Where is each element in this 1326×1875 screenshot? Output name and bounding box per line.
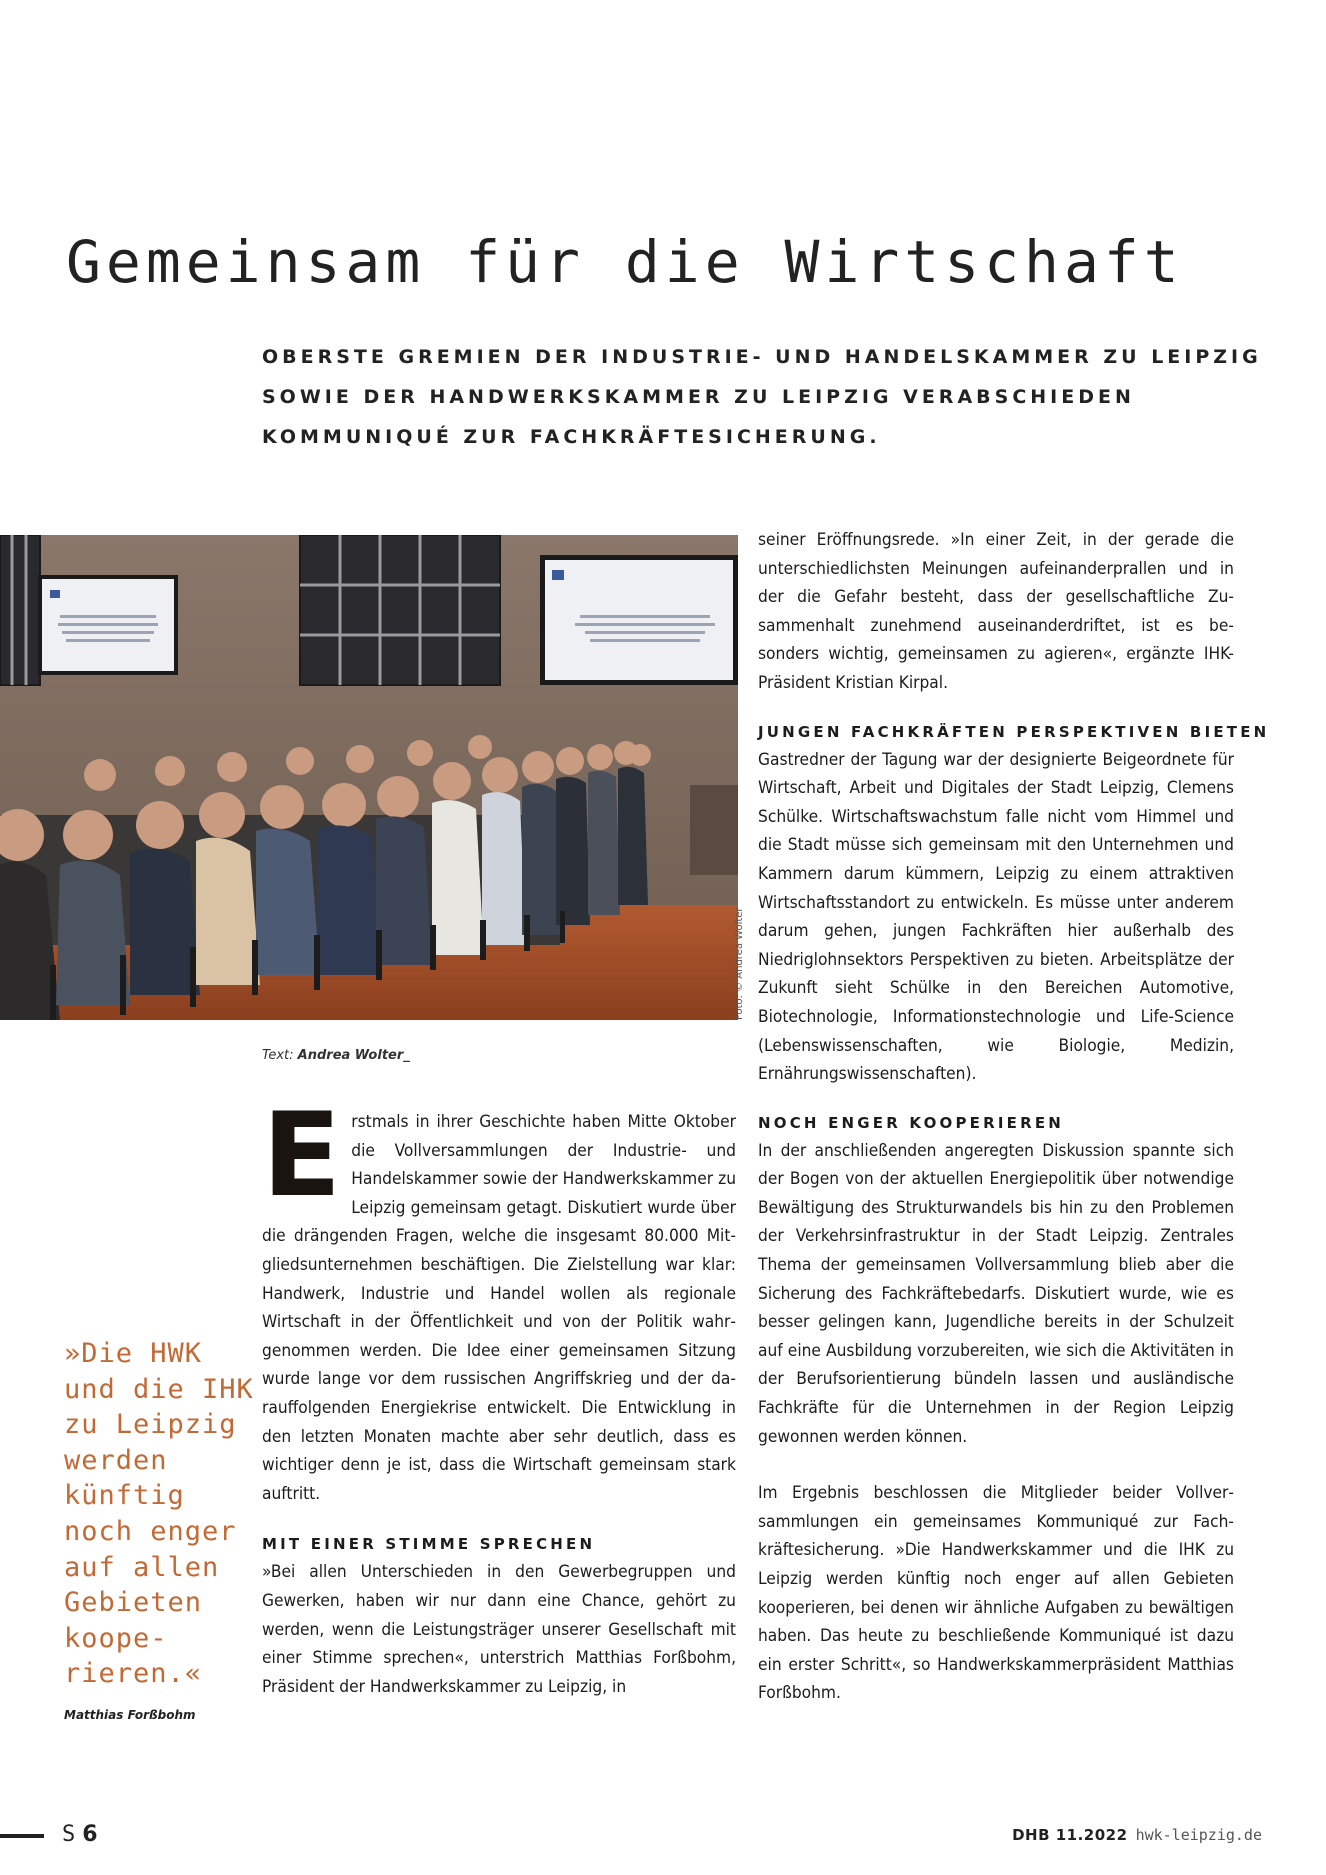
subtitle-line: KOMMUNIQUÉ ZUR FACHKRÄFTESICHERUNG.: [262, 426, 881, 448]
pull-quote-author: Matthias Forßbohm: [64, 1707, 196, 1722]
pull-quote: [64, 1336, 254, 1722]
pull-quote-line: koope-: [64, 1622, 168, 1654]
section-paragraph: Gastredner der Tagung war der designierte Beigeordnete für Wirtschaft, Arbeit und Digitales der Stadt Leipzig, Clemens Schülke. Wirtschaftswachstum falle nicht vom Himmel und die Stadt müsse sich gemeinsam mit den Unternehmen und Kammern darum kümmern, Leipzig zu einem attraktiven Wirtschaftsstandort zu entwickeln. Es müsse unter anderem darum gehen, jungen Fachkräften hier außerhalb des Niedriglohnsektors Perspektiven zu bieten. Arbeitsplätze der Zukunft sieht Schülke in den Bereichen Automotive, Biotechnologie, Informationstechnologie und Life-Science (Lebenswissenschaften, wie Biologie, Medizin, Ernährungswissenschaften).: [758, 749, 1234, 1085]
continued-paragraph: seiner Eröffnungsrede. »In einer Zeit, in der gerade die unterschiedlichsten Meinungen aufeinanderprallen und in der die Gefahr besteht, dass der gesellschaftliche Zusammenhalt zunehmend auseinanderdriftet, ist es besonders wichtig, gemeinsamen zu agieren«, ergänzte IHK-Präsident Kristian Kirpal.: [758, 530, 1234, 693]
pull-quote-line: werden: [64, 1444, 168, 1476]
page-prefix: S: [62, 1822, 76, 1847]
section-paragraph: »Bei allen Unterschieden in den Gewerbegruppen und Gewerken, haben wir nur dann eine Chance, gehört zu werden, wenn die Leistungsträger unserer Gesellschaft mit einer Stimme sprechen«, unterstrich Matthias Forßbohm, Präsident der Handwerkskammer zu Leipzig, in: [262, 1562, 736, 1697]
dropcap: E: [262, 1110, 342, 1202]
pull-quote-line: und die IHK: [64, 1373, 254, 1405]
pull-quote-line: noch enger: [64, 1515, 237, 1547]
page-number-value: 6: [82, 1822, 98, 1847]
article-column-left: [262, 1108, 736, 1701]
section-heading: MIT EINER STIMME SPRECHEN: [262, 1535, 596, 1554]
issue-label: DHB 11.2022: [1012, 1826, 1128, 1844]
pull-quote-line: »Die HWK: [64, 1338, 203, 1369]
photo-credit: Foto: © Andrea Wolter: [734, 907, 745, 1020]
subtitle-line: OBERSTE GREMIEN DER INDUSTRIE- UND HANDELSKAMMER ZU LEIPZIG: [262, 346, 1262, 368]
text-credit: [262, 1048, 410, 1063]
article-title: Gemeinsam für die Wirtschaft: [66, 228, 1184, 296]
pull-quote-line: auf allen: [64, 1551, 220, 1583]
pull-quote-line: Gebieten: [64, 1587, 203, 1619]
pull-quote-line: rieren.«: [64, 1658, 203, 1690]
footer-rule: [0, 1834, 44, 1838]
intro-paragraph: [262, 1108, 736, 1508]
pull-quote-line: zu Leipzig: [64, 1409, 237, 1441]
article-column-right: [758, 526, 1270, 1708]
website-link[interactable]: hwk-leipzig.de: [1135, 1826, 1262, 1844]
pull-quote-text: [64, 1336, 254, 1692]
subtitle-line: SOWIE DER HANDWERKSKAMMER ZU LEIPZIG VERABSCHIEDEN: [262, 386, 1135, 408]
article-subtitle: [262, 337, 1262, 457]
section-paragraph: Im Ergebnis beschlossen die Mitglieder beider Vollversammlungen ein gemeinsames Kommuniqué zur Fachkräftesicherung. »Die Handwerkskammer und die IHK zu Leipzig werden künftig noch enger auf allen Gebieten kooperieren, bei denen wir ähnliche Aufgaben zu bewältigen haben. Das heute zu beschließende Kommuniqué ist dazu ein erster Schritt«, so Handwerkskammerpräsident Matthias Forßbohm.: [758, 1483, 1234, 1704]
assembly-photo: [0, 535, 738, 1020]
section-paragraph: In der anschließenden angeregten Diskussion spannte sich der Bogen von der aktuellen Energiepolitik über notwendige Bewältigung des Strukturwandels bis hin zu den Problemen der Verkehrsinfrastruktur in der Stadt Leipzig. Zentrales Thema der gemeinsamen Vollversammlung blieb aber die Sicherung des Fachkräftebedarfs. Diskutiert wurde, wie es besser gelingen kann, Jugendliche bereits in der Schulzeit auf eine Ausbildung vorzubereiten, wie sich die Aktivitäten in der Berufsorientierung bündeln lassen und ausländische Fachkräfte für die Unternehmen in der Region Leipzig gewonnen werden können.: [758, 1140, 1234, 1447]
section-heading: JUNGEN FACHKRÄFTEN PERSPEKTIVEN BIETEN: [758, 722, 1270, 741]
text-credit-author: Andrea Wolter_: [297, 1048, 410, 1063]
footer-meta: [1012, 1826, 1262, 1844]
intro-text: rstmals in ihrer Geschichte haben Mitte Oktober die Vollversammlungen der Industrie- und Handelskammer sowie der Handwerkskammer zu Leipzig gemeinsam getagt. Diskutiert wurde über die drängenden Fragen, welche die insgesamt 80.000 Mitgliedsunternehmen beschäftigen. Die Zielstellung war klar: Handwerk, Industrie und Handel wollen als regionale Wirtschaft in der Öffentlichkeit und von der Politik wahrgenommen werden. Die Idee einer gemeinsamen Sitzung wurde lange vor dem russischen Angriffskrieg und der darauffolgenden Energiekrise entwickelt. Die Entwicklung in den letzten Monaten machte aber sehr deutlich, dass es wichtiger denn je ist, dass die Wirtschaft gemeinsam stark auftritt.: [262, 1112, 736, 1504]
pull-quote-line: künftig: [64, 1480, 185, 1512]
photo-illustration: [0, 535, 738, 1020]
section-heading: NOCH ENGER KOOPERIEREN: [758, 1113, 1065, 1132]
text-credit-label: Text:: [262, 1048, 294, 1063]
page-number: [62, 1822, 98, 1847]
